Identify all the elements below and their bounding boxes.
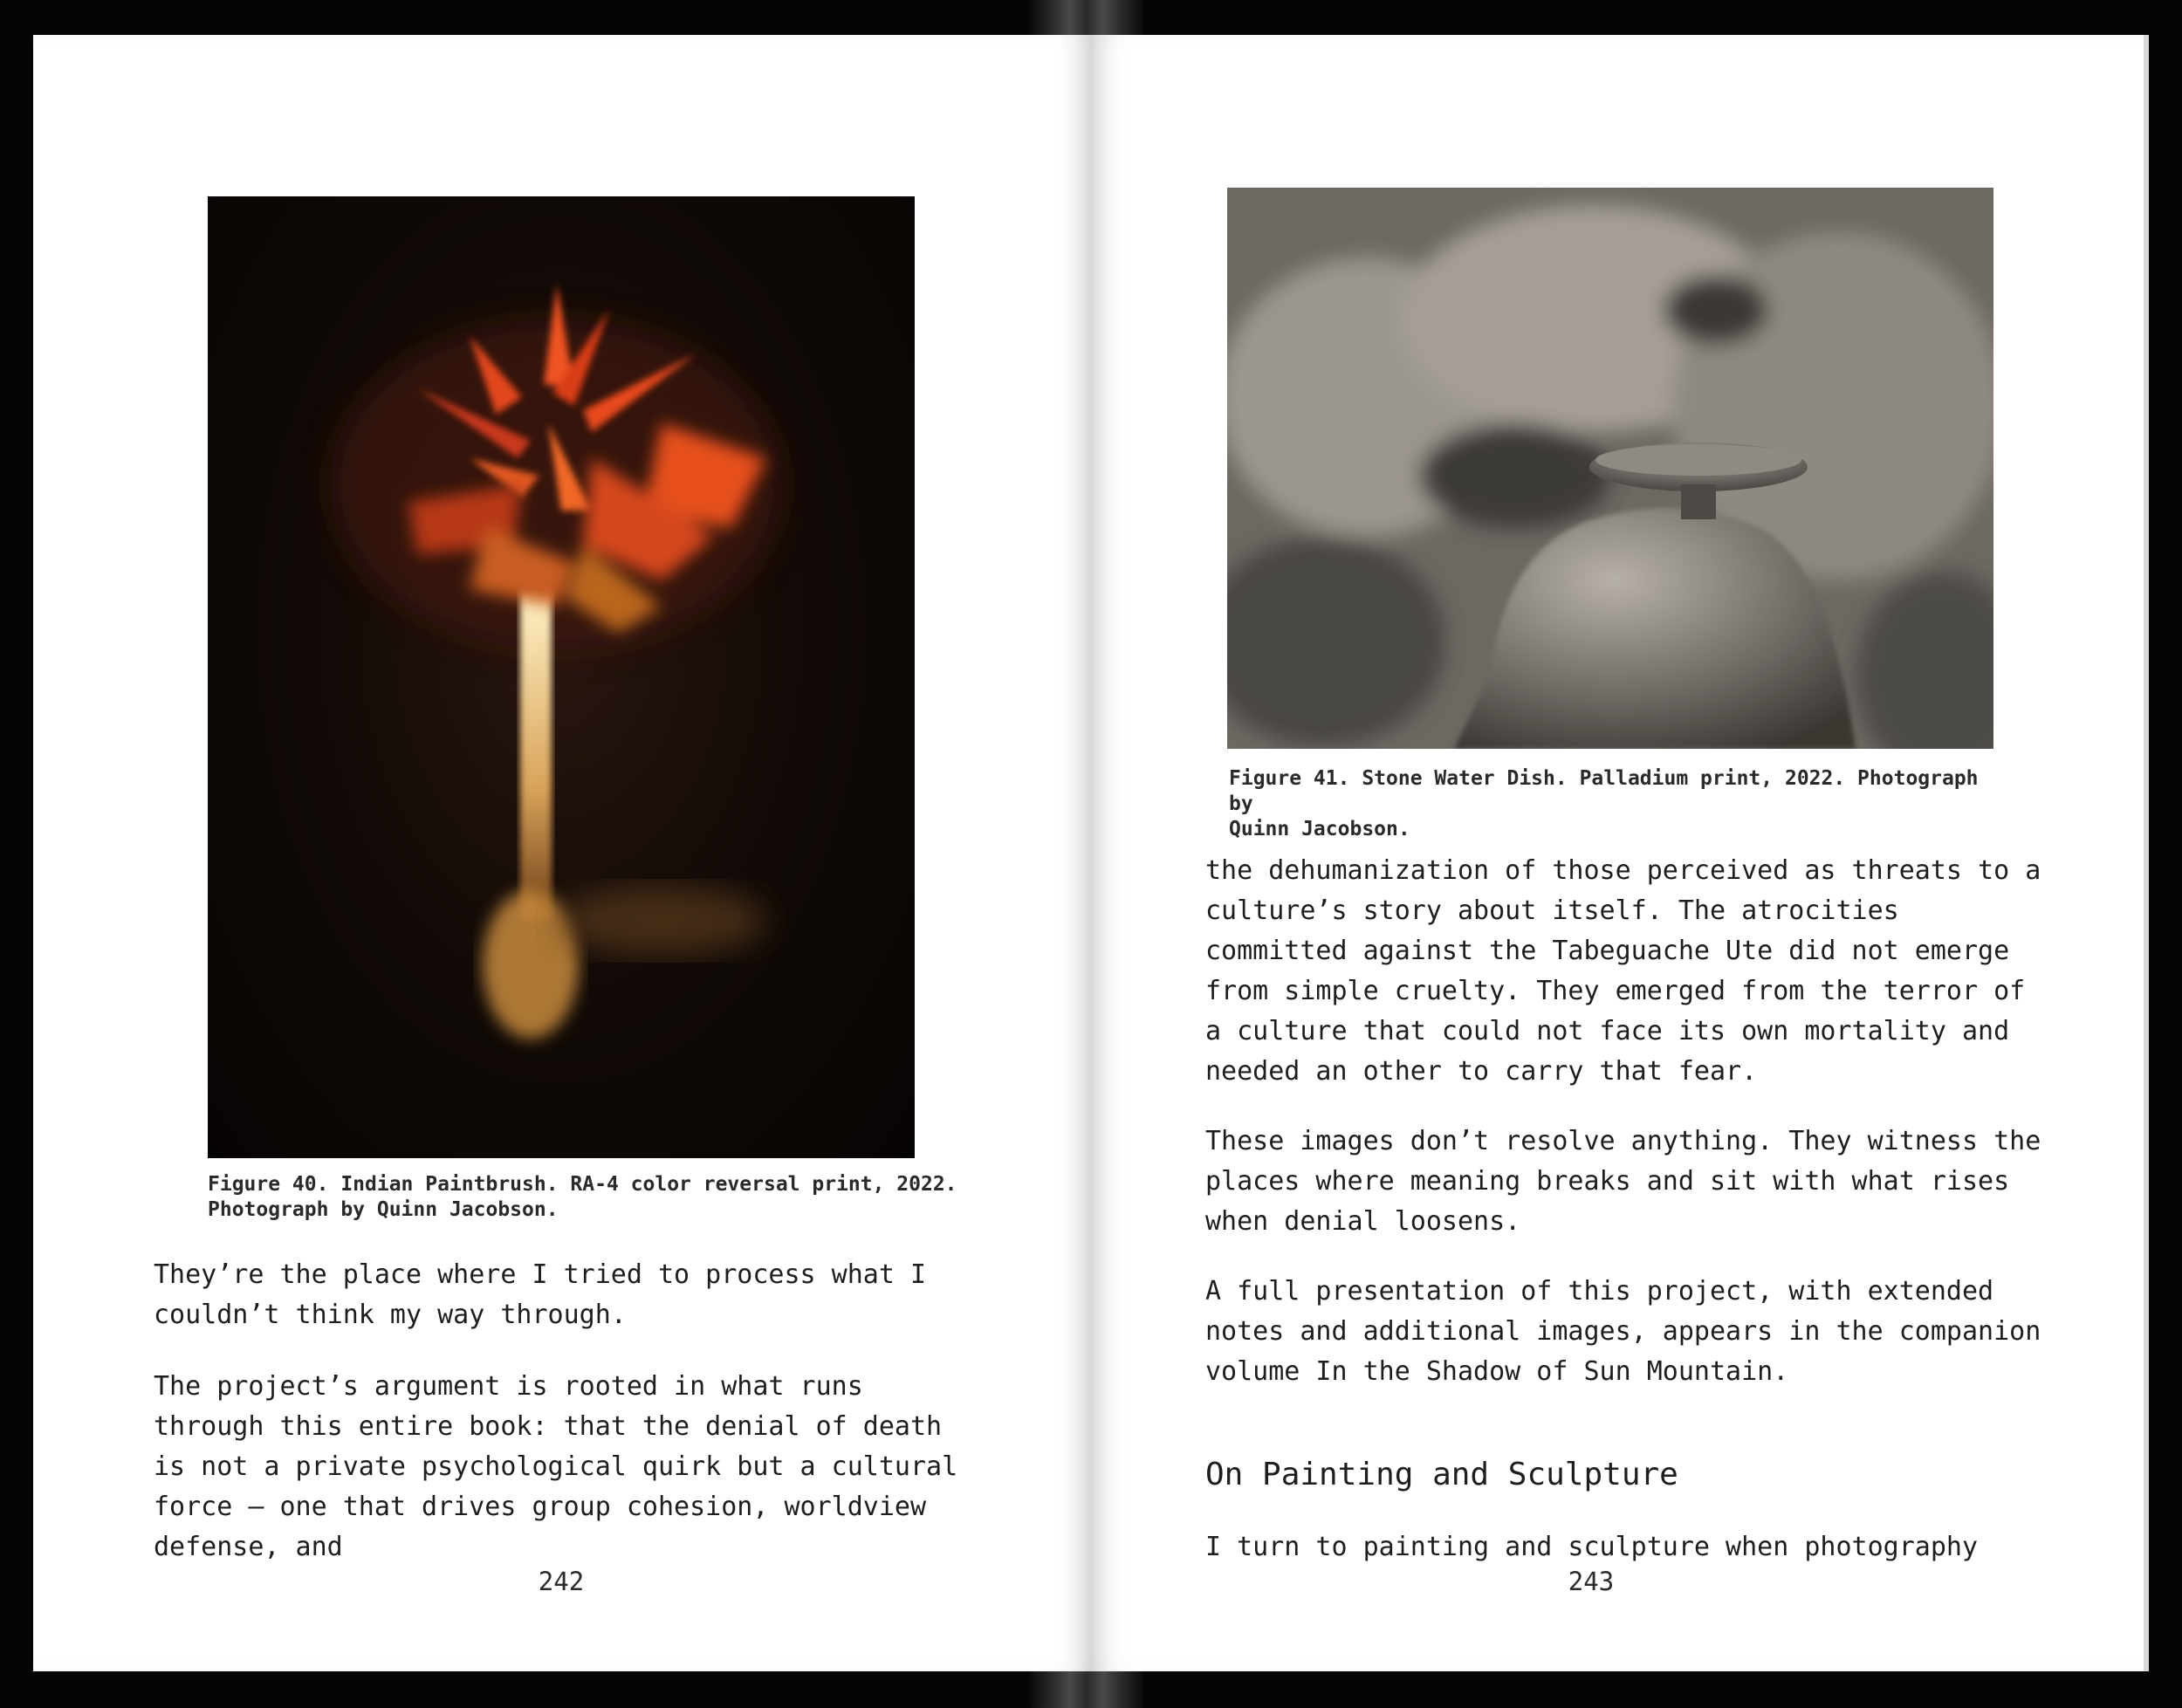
figure-41-photo — [1227, 188, 1993, 749]
paragraph: These images don’t resolve anything. They witness the places where meaning breaks and sit with what rises when denial loosens. — [1205, 1126, 2041, 1237]
paragraph: A full presentation of this project, with extended notes and additional images, appears in the companion volume In the Shadow of Sun Mountain. — [1205, 1276, 2041, 1387]
right-body-text — [1205, 851, 2043, 1392]
caption-line: Quinn Jacobson. — [1229, 818, 1410, 840]
left-page — [33, 35, 1091, 1671]
left-body-text — [154, 1255, 974, 1567]
figure-40-photo — [208, 196, 915, 1158]
right-page — [1091, 35, 2144, 1671]
section-heading: On Painting and Sculpture — [1205, 1457, 1678, 1492]
caption-line: Figure 41. Stone Water Dish. Palladium print, 2022. Photograph by — [1229, 767, 1979, 815]
paragraph: the dehumanization of those perceived as threats to a culture’s story about itself. The atrocities committed against the Tabeguache Ute did not emerge from simple cruelty. They emerged from the terror of a culture that could not face its own mortality and needed an other to carry that fear. — [1205, 855, 2041, 1087]
right-last-paragraph: I turn to painting and sculpture when photography — [1205, 1532, 1979, 1562]
figure-40-caption — [208, 1172, 976, 1223]
paragraph: They’re the place where I tried to process what I couldn’t think my way through. — [154, 1259, 927, 1330]
page-number: 242 — [538, 1567, 585, 1596]
page-number: 243 — [1568, 1567, 1615, 1596]
caption-line: Figure 40. Indian Paintbrush. RA-4 color reversal print, 2022. — [208, 1173, 957, 1196]
stone-water-dish-image — [1227, 188, 1993, 749]
figure-41-caption — [1229, 766, 2014, 842]
indian-paintbrush-image — [208, 196, 915, 1158]
paragraph: The project’s argument is rooted in what runs through this entire book: that the denial of death is not a private psychological quirk but a cultural force — one that drives group cohesion, worldview defense, and — [154, 1371, 958, 1562]
caption-line: Photograph by Quinn Jacobson. — [208, 1198, 559, 1221]
